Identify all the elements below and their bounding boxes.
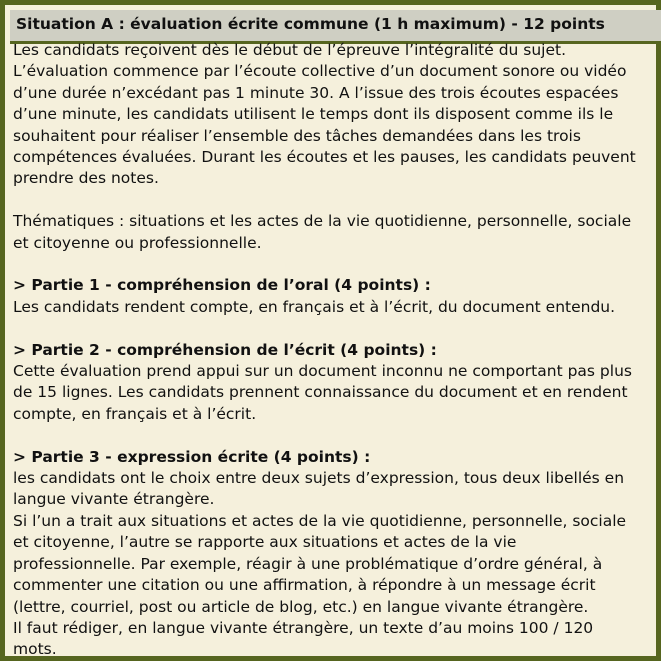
text-line: compétences évaluées. Durant les écoutes et les pauses, les candidats peuvent xyxy=(13,148,636,167)
partie2-section xyxy=(13,340,650,426)
intro-paragraph xyxy=(13,40,650,190)
partie3-section xyxy=(13,447,650,661)
text-line: prendre des notes. xyxy=(13,169,159,188)
page-title: Situation A : évaluation écrite commune (1 h maximum) - 12 points xyxy=(10,10,661,44)
spacer xyxy=(13,318,650,339)
spacer xyxy=(13,425,650,446)
partie3-heading: > Partie 3 - expression écrite (4 points) : xyxy=(13,447,371,466)
text-line: mots. xyxy=(13,640,57,659)
text-line: Il faut rédiger, en langue vivante étrangère, un texte d’au moins 100 / 120 xyxy=(13,618,594,637)
text-line: les candidats ont le choix entre deux sujets d’expression, tous deux libellés en xyxy=(13,469,625,488)
text-line: souhaitent pour réaliser l’ensemble des tâches demandées dans les trois xyxy=(13,126,581,145)
text-line: Thématiques : situations et les actes de la vie quotidienne, personnelle, sociale xyxy=(13,212,632,231)
text-line: compte, en français et à l’écrit. xyxy=(13,404,257,423)
text-line: Cette évaluation prend appui sur un document inconnu ne comportant pas plus xyxy=(13,362,632,381)
text-line: de 15 lignes. Les candidats prennent connaissance du document et en rendent xyxy=(13,383,628,402)
text-line: Si l’un a trait aux situations et actes de la vie quotidienne, personnelle, sociale xyxy=(13,511,627,530)
text-line: langue vivante étrangère. xyxy=(13,490,215,509)
text-line: commenter une citation ou une affirmation, à répondre à un message écrit xyxy=(13,576,596,595)
text-line: d’une durée n’excédant pas 1 minute 30. A l’issue des trois écoutes espacées xyxy=(13,83,619,102)
spacer xyxy=(13,254,650,275)
text-line: L’évaluation commence par l’écoute collective d’un document sonore ou vidéo xyxy=(13,62,627,81)
spacer xyxy=(13,190,650,211)
thematiques-paragraph xyxy=(13,211,650,254)
document-body xyxy=(5,39,656,661)
partie1-section xyxy=(13,275,650,318)
text-line: Les candidats reçoivent dès le début de l’épreuve l’intégralité du sujet. xyxy=(13,41,567,59)
text-line: (lettre, courriel, post ou article de blog, etc.) en langue vivante étrangère. xyxy=(13,597,589,616)
text-line: d’une minute, les candidats utilisent le temps dont ils disposent comme ils le xyxy=(13,105,614,124)
text-line: et citoyenne ou professionnelle. xyxy=(13,233,262,252)
text-line: et citoyenne, l’autre se rapporte aux situations et actes de la vie xyxy=(13,533,517,552)
partie1-heading: > Partie 1 - compréhension de l’oral (4 points) : xyxy=(13,276,431,295)
text-line: Les candidats rendent compte, en français et à l’écrit, du document entendu. xyxy=(13,297,616,316)
text-line: professionnelle. Par exemple, réagir à une problématique d’ordre général, à xyxy=(13,554,603,573)
partie2-heading: > Partie 2 - compréhension de l’écrit (4 points) : xyxy=(13,340,437,359)
